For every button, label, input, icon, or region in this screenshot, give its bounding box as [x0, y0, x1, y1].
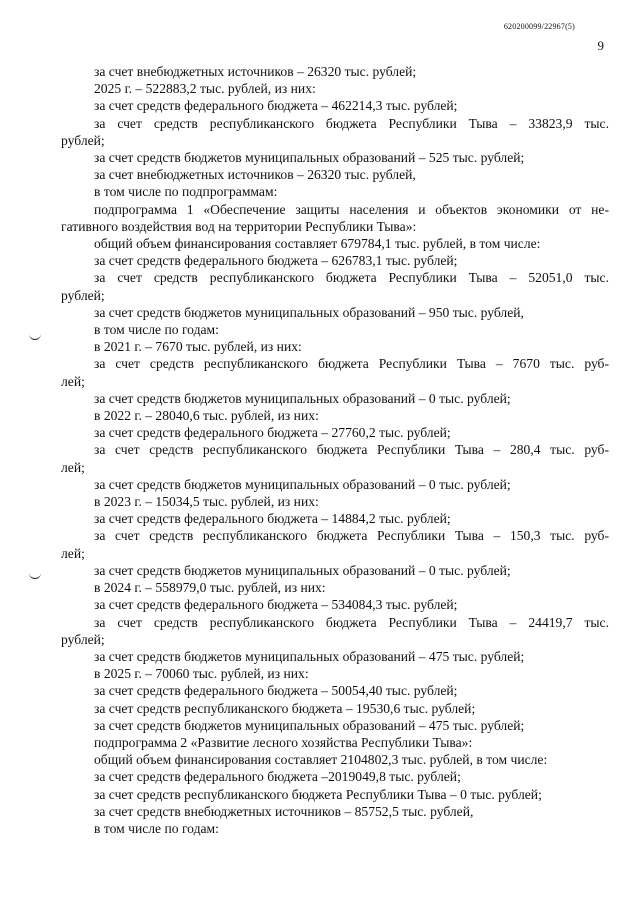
text-line: в 2021 г. – 7670 тыс. рублей, из них: [94, 339, 302, 355]
text-line: за счет средств республиканского бюджета Республики Тыва – 280,4 тыс. руб- [94, 442, 609, 458]
text-line: за счет средств республиканского бюджета – 19530,6 тыс. рублей; [94, 700, 476, 716]
text-line: рублей; [61, 132, 105, 148]
text-line: лей; [61, 545, 85, 561]
text-line: лей; [61, 373, 85, 389]
text-line: в том числе по годам: [94, 820, 219, 836]
text-line: в 2024 г. – 558979,0 тыс. рублей, из них: [94, 580, 326, 596]
document-code: 620200099/22967(5) [503, 22, 575, 31]
text-line: за счет средств бюджетов муниципальных образований – 0 тыс. рублей; [94, 476, 511, 492]
text-line: за счет средств внебюджетных источников – 85752,5 тыс. рублей, [94, 803, 474, 819]
text-line: в том числе по подпрограммам: [94, 184, 278, 200]
text-line: лей; [61, 459, 85, 475]
text-line: рублей; [61, 287, 105, 303]
text-line: за счет средств республиканского бюджета Республики Тыва – 150,3 тыс. руб- [94, 528, 609, 544]
text-line: за счет средств бюджетов муниципальных образований – 0 тыс. рублей; [94, 390, 511, 406]
margin-mark [29, 572, 41, 579]
margin-mark [29, 333, 41, 340]
text-line: за счет средств федерального бюджета – 50054,40 тыс. рублей; [94, 683, 458, 699]
text-line: за счет средств бюджетов муниципальных образований – 525 тыс. рублей; [94, 150, 525, 166]
text-line: общий объем финансирования составляет 679784,1 тыс. рублей, в том числе: [94, 236, 541, 252]
text-line: за счет средств бюджетов муниципальных образований – 950 тыс. рублей, [94, 304, 524, 320]
text-line: за счет средств республиканского бюджета Республики Тыва – 0 тыс. рублей; [94, 786, 542, 802]
text-line: гативного воздействия вод на территории Республики Тыва»: [61, 218, 417, 234]
text-line: за счет средств республиканского бюджета Республики Тыва – 7670 тыс. руб- [94, 356, 609, 372]
text-line: общий объем финансирования составляет 2104802,3 тыс. рублей, в том числе: [94, 752, 548, 768]
text-line: рублей; [61, 631, 105, 647]
document-body [61, 63, 609, 837]
text-line: 2025 г. – 522883,2 тыс. рублей, из них: [94, 81, 316, 97]
text-line: за счет средств бюджетов муниципальных образований – 0 тыс. рублей; [94, 562, 511, 578]
text-line: за счет средств бюджетов муниципальных образований – 475 тыс. рублей; [94, 717, 525, 733]
text-line: за счет средств федерального бюджета – 626783,1 тыс. рублей; [94, 253, 458, 269]
text-line: за счет средств федерального бюджета – 27760,2 тыс. рублей; [94, 425, 451, 441]
text-line: за счет средств федерального бюджета – 462214,3 тыс. рублей; [94, 98, 458, 114]
text-line: за счет внебюджетных источников – 26320 тыс. рублей; [94, 64, 417, 79]
text-line: подпрограмма 1 «Обеспечение защиты населения и объектов экономики от не- [94, 201, 609, 217]
text-line: за счет внебюджетных источников – 26320 тыс. рублей, [94, 167, 416, 183]
text-line: подпрограмма 2 «Развитие лесного хозяйства Республики Тыва»: [94, 734, 473, 750]
text-line: за счет средств республиканского бюджета Республики Тыва – 52051,0 тыс. [94, 270, 609, 286]
page-number: 9 [597, 38, 604, 53]
text-line: в 2025 г. – 70060 тыс. рублей, из них: [94, 666, 309, 682]
text-line: за счет средств федерального бюджета – 534084,3 тыс. рублей; [94, 597, 458, 613]
text-line: за счет средств бюджетов муниципальных образований – 475 тыс. рублей; [94, 648, 525, 664]
text-line: за счет средств федерального бюджета –2019049,8 тыс. рублей; [94, 769, 461, 785]
text-line: в 2022 г. – 28040,6 тыс. рублей, из них: [94, 408, 319, 424]
text-line: за счет средств федерального бюджета – 14884,2 тыс. рублей; [94, 511, 451, 527]
text-line: в том числе по годам: [94, 322, 219, 338]
text-line: в 2023 г. – 15034,5 тыс. рублей, из них: [94, 494, 319, 510]
text-line: за счет средств республиканского бюджета Республики Тыва – 24419,7 тыс. [94, 614, 609, 630]
text-line: за счет средств республиканского бюджета Республики Тыва – 33823,9 тыс. [94, 115, 609, 131]
